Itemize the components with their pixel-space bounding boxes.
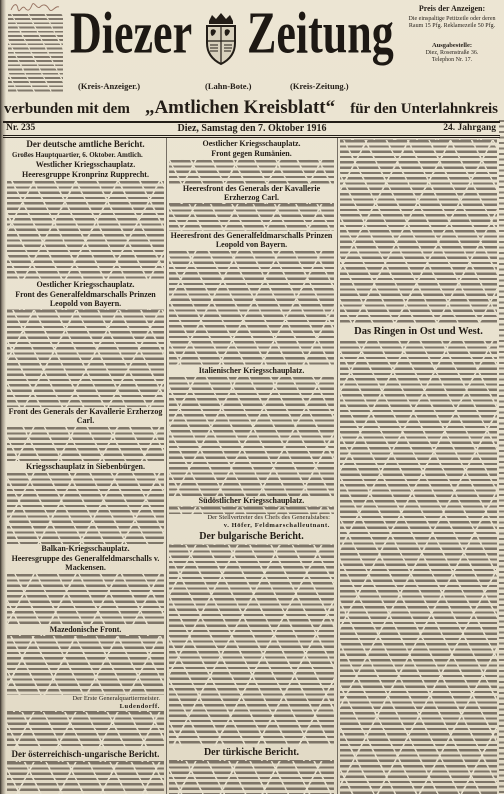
- adjacent-page-edge: [499, 120, 504, 794]
- masthead-subtitle-center: (Lahn-Bote.): [205, 81, 252, 91]
- bulgarian-report-title: Der bulgarische Bericht.: [199, 531, 304, 542]
- german-report-title: Der deutsche amtliche Bericht.: [26, 139, 145, 149]
- price-box-text: Die einspaltige Petitzeile oder deren Raum 15 Pfg. Reklamezeile 50 Pfg.: [408, 16, 496, 30]
- coat-of-arms-emblem: [201, 12, 241, 66]
- report-body-text: [169, 760, 334, 794]
- section-heading-carl: Front des Generals der Kavallerie Erzherzog Carl.: [8, 407, 163, 425]
- report-body-text: [169, 250, 334, 366]
- section-heading-southeast: Südöstlicher Kriegsschauplatz.: [198, 496, 305, 505]
- section-heading-macedonia: Mazedonische Front.: [49, 625, 122, 634]
- column-left: [7, 139, 164, 794]
- report-body-text: [7, 426, 164, 462]
- section-heading-east: Oestlicher Kriegsschauplatz.: [36, 280, 135, 289]
- signature-name: Ludendorff.: [119, 703, 160, 710]
- report-body-text: [169, 376, 334, 496]
- office-label: Ausgabestelle:: [431, 42, 473, 50]
- column-right: [340, 139, 497, 794]
- office-phone: Telephon Nr. 17.: [431, 57, 473, 64]
- report-body-text: [169, 203, 334, 231]
- masthead-title-right: Zeitung: [247, 0, 394, 67]
- report-body-text: [169, 544, 334, 746]
- section-heading-romania: Front gegen Rumänien.: [211, 149, 292, 158]
- report-body-text: [7, 573, 164, 625]
- column-middle: [169, 139, 334, 794]
- masthead-band: [4, 97, 498, 120]
- report-dateline: Großes Hauptquartier, 6. Oktober. Amtlich.: [12, 151, 143, 159]
- article-body-text: [340, 340, 497, 794]
- issue-volume: 24. Jahrgang: [443, 123, 496, 133]
- masthead-subtitle-left: (Kreis-Anzeiger.): [78, 81, 141, 91]
- office-address: Diez, Rosenstraße 36.: [425, 49, 479, 56]
- austrian-report-title: Der österreichisch-ungarische Bericht.: [11, 749, 160, 759]
- price-box-heading: Preis der Anzeigen:: [418, 4, 486, 13]
- section-heading-carl: Heeresfront des Generals der Kavallerie Erzherzog Carl.: [182, 184, 321, 202]
- section-heading-east: Oestlicher Kriegsschauplatz.: [202, 139, 301, 148]
- column-rule: [166, 138, 167, 794]
- article-body-text: [340, 139, 497, 325]
- article-title: Das Ringen in Ost und West.: [354, 326, 483, 337]
- section-heading-transylvania: Kriegsschauplatz in Siebenbürgen.: [26, 462, 145, 471]
- turkish-report-title: Der türkische Bericht.: [203, 747, 300, 758]
- report-body-text: [7, 472, 164, 544]
- column-rule: [337, 138, 338, 794]
- band-text-pre: verbunden mit dem: [4, 101, 130, 117]
- report-body-text: [7, 761, 164, 794]
- report-body-text: [169, 506, 334, 514]
- section-heading-balkan: Balkan-Kriegsschauplatz.: [41, 544, 130, 553]
- section-heading-rupprecht: Heeresgruppe Kronprinz Rupprecht.: [22, 170, 149, 179]
- band-text-main: „Amtlichen Kreisblatt“: [144, 97, 336, 118]
- report-body-text: [7, 635, 164, 695]
- report-body-text: [7, 711, 164, 749]
- signature-name: v. Höfer, Feldmarschalleutnant.: [223, 522, 330, 529]
- section-heading-mackensen: Heeresgruppe des Generalfeldmarschalls v. Mackensen.: [11, 554, 160, 572]
- masthead-title-left: Diezer: [70, 0, 193, 67]
- issue-date: Diez, Samstag den 7. Oktober 1916: [177, 123, 327, 134]
- section-heading-leopold: Heeresfront des Generalfeldmarschalls Prinzen Leopold von Bayern.: [170, 231, 333, 249]
- signature-title: Der Erste Generalquartiermeister.: [72, 695, 160, 702]
- issue-number: Nr. 235: [6, 123, 36, 133]
- dateline-double-rule: [3, 135, 500, 138]
- subscription-info-box: [8, 14, 63, 92]
- report-body-text: [7, 180, 164, 280]
- report-body-text: [7, 309, 164, 407]
- section-heading-italy: Italienischer Kriegsschauplatz.: [198, 366, 305, 375]
- masthead-subtitle-right: (Kreis-Zeitung.): [290, 81, 349, 91]
- band-text-post: für den Unterlahnkreis: [350, 101, 498, 117]
- section-heading-west: Westlicher Kriegsschauplatz.: [35, 160, 136, 169]
- signature-title: Der Stellvertreter des Chefs des Generalstabes:: [207, 514, 330, 521]
- report-body-text: [169, 159, 334, 184]
- section-heading-leopold: Front des Generalfeldmarschalls Prinzen Leopold von Bayern.: [15, 290, 156, 308]
- advertising-price-box: [406, 4, 498, 92]
- handwritten-note: [9, 1, 65, 13]
